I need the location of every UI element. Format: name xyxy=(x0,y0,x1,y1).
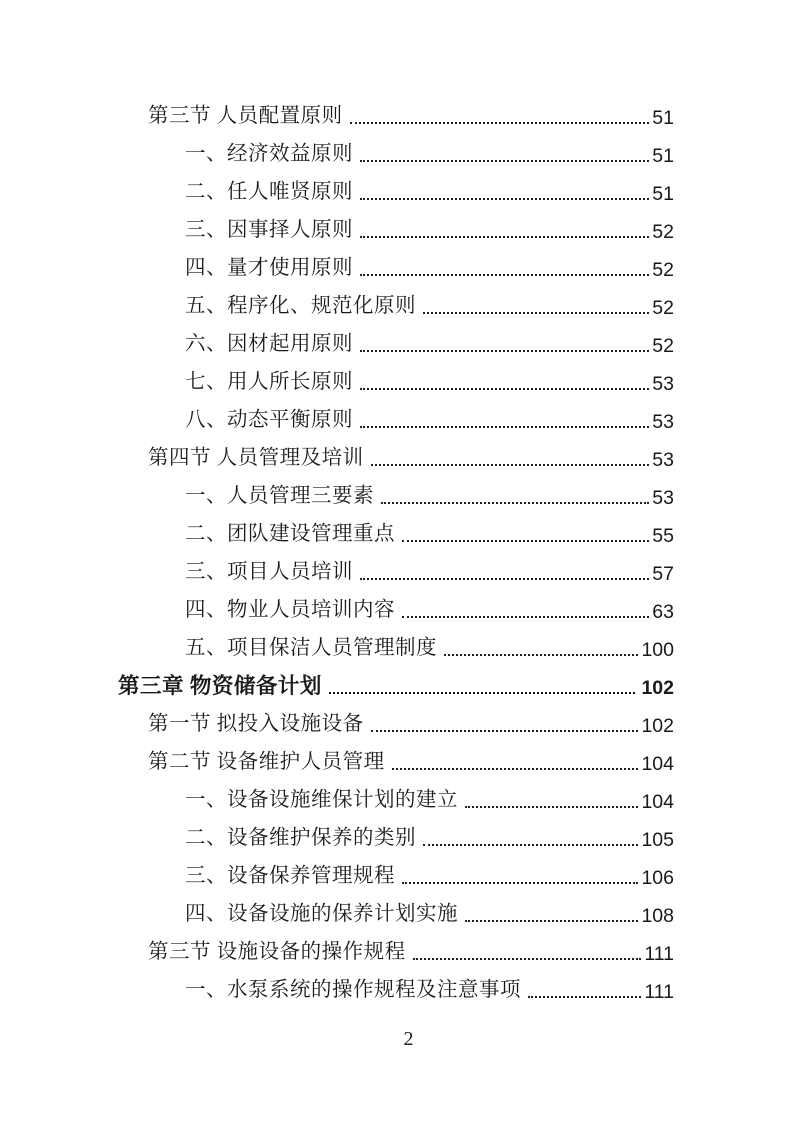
toc-entry-page: 108 xyxy=(641,904,674,927)
toc-entry[interactable] xyxy=(118,699,674,737)
dot-leader xyxy=(360,350,649,352)
toc-entry[interactable] xyxy=(118,129,674,167)
toc-entry-label: 三、设备保养管理规程 xyxy=(185,865,395,888)
toc-entry-label: 四、设备设施的保养计划实施 xyxy=(185,903,458,926)
toc-entry[interactable] xyxy=(118,243,674,281)
toc-entry-page: 53 xyxy=(652,486,674,509)
dot-leader xyxy=(402,616,649,618)
toc-entry[interactable] xyxy=(118,509,674,547)
toc-entry[interactable] xyxy=(118,737,674,775)
toc-entry-label: 七、用人所长原则 xyxy=(185,371,353,394)
dot-leader xyxy=(413,958,642,960)
toc-entry-page: 104 xyxy=(641,752,674,775)
dot-leader xyxy=(423,312,649,314)
toc-entry[interactable] xyxy=(118,927,674,965)
toc-entry-page: 102 xyxy=(641,714,674,737)
toc-entry[interactable] xyxy=(118,167,674,205)
dot-leader xyxy=(329,692,636,694)
dot-leader xyxy=(423,844,638,846)
dot-leader xyxy=(360,578,649,580)
toc-entry-label: 一、经济效益原则 xyxy=(185,143,353,166)
toc-entry-page: 52 xyxy=(652,258,674,281)
toc-entry-page: 111 xyxy=(644,942,674,965)
dot-leader xyxy=(402,882,638,884)
toc-entry-label: 四、物业人员培训内容 xyxy=(185,599,395,622)
dot-leader xyxy=(360,160,649,162)
toc-entry-page: 63 xyxy=(652,600,674,623)
toc-entry-label: 第四节 人员管理及培训 xyxy=(148,447,364,470)
toc-entry-page: 52 xyxy=(652,296,674,319)
toc-entry[interactable] xyxy=(118,623,674,661)
toc-entry-page: 53 xyxy=(652,372,674,395)
toc-entry[interactable] xyxy=(118,433,674,471)
toc-entry-page: 53 xyxy=(652,410,674,433)
toc-entry-label: 三、项目人员培训 xyxy=(185,561,353,584)
toc-entry-page: 52 xyxy=(652,334,674,357)
toc-entry-page: 57 xyxy=(652,562,674,585)
toc-entry-label: 五、项目保洁人员管理制度 xyxy=(185,637,437,660)
toc-entry-label: 二、任人唯贤原则 xyxy=(185,181,353,204)
toc-entry[interactable] xyxy=(118,395,674,433)
toc-entry-page: 51 xyxy=(652,144,674,167)
toc-entry[interactable] xyxy=(118,281,674,319)
toc-entry-label: 一、设备设施维保计划的建立 xyxy=(185,789,458,812)
toc-entry-label: 一、水泵系统的操作规程及注意事项 xyxy=(185,979,521,1002)
toc-entry-page: 106 xyxy=(641,866,674,889)
dot-leader xyxy=(528,996,641,998)
toc-entry-page: 111 xyxy=(644,980,674,1003)
toc-entry[interactable] xyxy=(118,91,674,129)
dot-leader xyxy=(360,426,649,428)
table-of-contents xyxy=(118,91,674,1003)
dot-leader xyxy=(350,122,650,124)
toc-entry-label: 二、团队建设管理重点 xyxy=(185,523,395,546)
toc-entry-label: 一、人员管理三要素 xyxy=(185,485,374,508)
toc-entry-page: 51 xyxy=(652,106,674,129)
dot-leader xyxy=(371,464,650,466)
dot-leader xyxy=(371,730,639,732)
toc-entry-label: 三、因事择人原则 xyxy=(185,219,353,242)
toc-entry-label: 第三节 设施设备的操作规程 xyxy=(148,941,406,964)
dot-leader xyxy=(392,768,639,770)
toc-entry-label: 五、程序化、规范化原则 xyxy=(185,295,416,318)
toc-entry[interactable] xyxy=(118,205,674,243)
dot-leader xyxy=(360,236,649,238)
dot-leader xyxy=(360,388,649,390)
toc-entry-page: 52 xyxy=(652,220,674,243)
toc-entry-page: 102 xyxy=(641,676,674,699)
toc-entry[interactable] xyxy=(118,471,674,509)
dot-leader xyxy=(381,502,649,504)
toc-entry[interactable] xyxy=(118,965,674,1003)
toc-entry[interactable] xyxy=(118,813,674,851)
toc-entry-label: 四、量才使用原则 xyxy=(185,257,353,280)
toc-entry-page: 104 xyxy=(641,790,674,813)
toc-entry-page: 53 xyxy=(652,448,674,471)
toc-entry-page: 100 xyxy=(641,638,674,661)
footer-page-number: 2 xyxy=(403,1028,414,1050)
toc-entry[interactable] xyxy=(118,585,674,623)
toc-entry-label: 第二节 设备维护人员管理 xyxy=(148,751,385,774)
toc-entry[interactable] xyxy=(118,661,674,699)
toc-entry[interactable] xyxy=(118,357,674,395)
toc-entry[interactable] xyxy=(118,889,674,927)
dot-leader xyxy=(465,806,638,808)
toc-entry[interactable] xyxy=(118,319,674,357)
dot-leader xyxy=(360,198,649,200)
toc-entry[interactable] xyxy=(118,851,674,889)
toc-entry-page: 51 xyxy=(652,182,674,205)
dot-leader xyxy=(402,540,649,542)
toc-entry-label: 第三节 人员配置原则 xyxy=(148,105,343,128)
toc-entry-page: 105 xyxy=(641,828,674,851)
toc-entry-page: 55 xyxy=(652,524,674,547)
toc-entry-label: 第一节 拟投入设施设备 xyxy=(148,713,364,736)
dot-leader xyxy=(444,654,638,656)
toc-entry-label: 二、设备维护保养的类别 xyxy=(185,827,416,850)
toc-entry[interactable] xyxy=(118,547,674,585)
dot-leader xyxy=(360,274,649,276)
toc-entry-label: 六、因材起用原则 xyxy=(185,333,353,356)
toc-entry-label: 第三章 物资储备计划 xyxy=(118,674,322,699)
toc-entry[interactable] xyxy=(118,775,674,813)
dot-leader xyxy=(465,920,638,922)
toc-entry-label: 八、动态平衡原则 xyxy=(185,409,353,432)
